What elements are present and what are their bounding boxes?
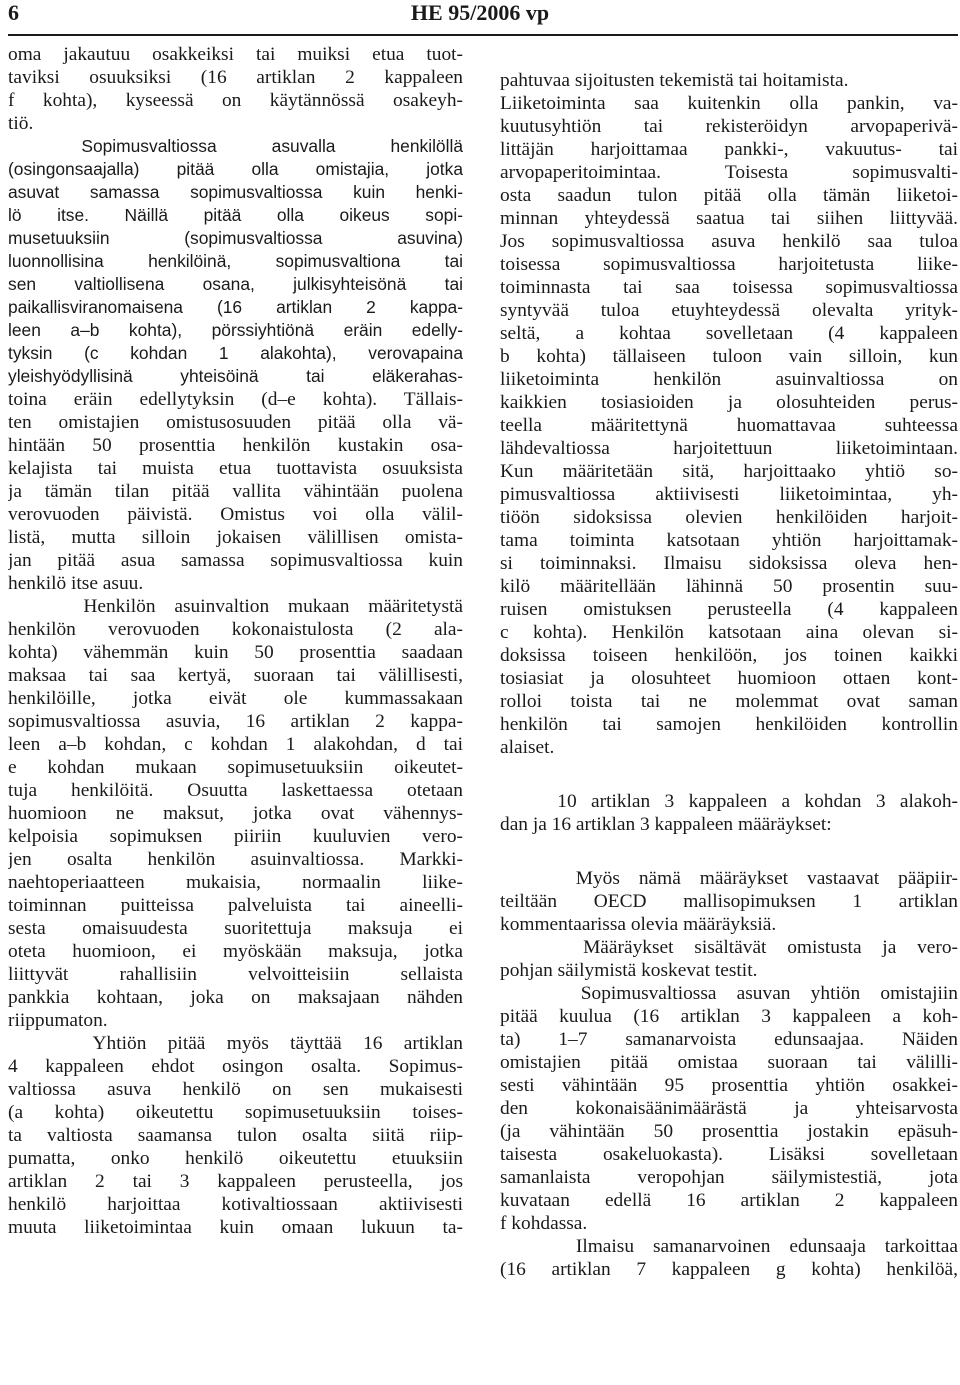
text-line: minnan yhteydessä saatua tai siihen liittyvää. [500, 207, 958, 229]
text-line: sesta omaisuudesta suoritettuja maksuja ei [8, 917, 463, 939]
text-line: ta) 1–7 samanarvoista edunsaajaa. Näiden [500, 1028, 958, 1050]
text-line: f kohdassa. [500, 1212, 588, 1234]
text-line: artiklan 2 tai 3 kappaleen perusteella, jos [8, 1170, 463, 1192]
text-line: maksaa tai saa kertyä, suoraan tai välillisesti, [8, 664, 463, 686]
text-line: arvopaperitoimintaa. Toisesta sopimusvalti- [500, 161, 958, 183]
text-line: liiketoiminta henkilön asuinvaltiossa on [500, 368, 958, 390]
text-line: Yhtiön pitää myös täyttää 16 artiklan [8, 1032, 463, 1054]
text-line: tiöön sidoksissa olevien henkilöiden harjoit- [500, 506, 958, 528]
text-line: c kohta). Henkilön katsotaan aina olevan si- [500, 621, 958, 643]
text-line: osta saadun tulon pitää olla tämän liiketoi- [500, 184, 958, 206]
text-line: 4 kappaleen ehdot osingon osalta. Sopimus- [8, 1055, 463, 1077]
text-line: Sopimusvaltiossa asuvan yhtiön omistajiin [500, 982, 958, 1004]
text-line: jan pitää asua samassa sopimusvaltiossa kuin [8, 549, 463, 571]
text-line: tyksin (c kohdan 1 alakohta), verovapaina [8, 342, 463, 363]
text-line: pahtuvaa sijoitusten tekemistä tai hoitamista. [500, 69, 849, 91]
text-line: Määräykset sisältävät omistusta ja vero- [500, 936, 958, 958]
text-line: yleishyödyllisinä yhteisöinä tai eläkerahas- [8, 365, 463, 386]
text-line: kelpoisia sopimuksen piiriin kuuluvien vero- [8, 825, 463, 847]
text-line: alaiset. [500, 736, 555, 758]
text-line: teella määritettynä huomattavaa suhteessa [500, 414, 958, 436]
text-line: (a kohta) oikeutettu sopimusetuuksiin toises- [8, 1101, 463, 1123]
text-line: riippumaton. [8, 1009, 108, 1031]
text-line: dan ja 16 artiklan 3 kappaleen määräykset: [500, 813, 832, 835]
text-line: huomioon ne maksut, jotka ovat vähennys- [8, 802, 463, 824]
text-line: si toiminnaksi. Ilmaisu sidoksissa oleva hen- [500, 552, 958, 574]
text-line: pitää kuulua (16 artiklan 3 kappaleen a koh- [500, 1005, 958, 1027]
text-line: pohjan säilymistä koskevat testit. [500, 959, 758, 981]
text-line: littäjän harjoittamaa pankki-, vakuutus- tai [500, 138, 958, 160]
text-line: paikallisviranomaisena (16 artiklan 2 kappa- [8, 296, 463, 317]
text-line: kuutusyhtiön tai rekisteröidyn arvopaperivä- [500, 115, 958, 137]
text-line: naehtoperiaatteen mukaisia, normaalin liike- [8, 871, 463, 893]
text-line: Myös nämä määräykset vastaavat pääpiir- [500, 867, 958, 889]
text-line: valtiossa asuva henkilö on sen mukaisesti [8, 1078, 463, 1100]
text-line: toiminnan puitteissa palveluista tai aineelli- [8, 894, 463, 916]
text-line: (ja vähintään 50 prosenttia jostakin epäsuh- [500, 1120, 958, 1142]
text-line: leen a–b kohdan, c kohdan 1 alakohdan, d tai [8, 733, 463, 755]
text-line: tiö. [8, 112, 34, 134]
text-line: ta valtiosta saamansa tulon osalta siitä riip- [8, 1124, 463, 1146]
text-line: musetuuksiin (sopimusvaltiossa asuvina) [8, 227, 463, 248]
text-line: Henkilön asuinvaltion mukaan määritetystä [8, 595, 463, 617]
text-line: teiltään OECD mallisopimuksen 1 artiklan [500, 890, 958, 912]
text-line: ruisen omistuksen perusteella (4 kappaleen [500, 598, 958, 620]
text-line: kommentaarissa olevia määräyksiä. [500, 913, 777, 935]
text-line: muuta liiketoimintaa kuin omaan lukuun ta- [8, 1216, 463, 1238]
text-line: rolloi toista tai ne molemmat ovat saman [500, 690, 958, 712]
text-line: henkilö harjoittaa kotivaltiossaan aktiivisesti [8, 1193, 463, 1215]
text-line: tama toiminta katsotaan yhtiön harjoittamak- [500, 529, 958, 551]
text-line: Sopimusvaltiossa asuvalla henkilöllä [8, 135, 463, 156]
text-line: Kun määritetään sitä, harjoittaako yhtiö so- [500, 460, 958, 482]
text-line: toina eräin edellytyksin (d–e kohta). Tällais- [8, 388, 463, 410]
text-line: syntyvää tuloa etuyhteydessä olevalta yrityk- [500, 299, 958, 321]
text-line: verovuoden päivistä. Omistus voi olla välil- [8, 503, 463, 525]
text-line: taisesta osakeluokasta). Lisäksi sovelletaan [500, 1143, 958, 1165]
text-line: liittyvät rahallisiin velvoitteisiin sellaista [8, 963, 463, 985]
document-id: HE 95/2006 vp [410, 0, 550, 25]
text-line: (osingonsaajalla) pitää olla omistajia, jotka [8, 158, 463, 179]
text-line: 10 artiklan 3 kappaleen a kohdan 3 alakoh- [500, 790, 958, 812]
text-line: pankkia kohtaan, joka on maksajaan nähden [8, 986, 463, 1008]
text-line: ten omistajien omistusosuuden pitää olla vä- [8, 411, 463, 433]
text-line: toisessa sopimusvaltiossa harjoitetusta liike- [500, 253, 958, 275]
text-line: oteta huomioon, ei myöskään maksuja, jotka [8, 940, 463, 962]
text-line: kohta) vähemmän kuin 50 prosenttia saadaan [8, 641, 463, 663]
text-line: toiminnasta tai saa toisessa sopimusvaltiossa [500, 276, 958, 298]
text-line: kaikkien tosiasioiden ja olosuhteiden perus- [500, 391, 958, 413]
text-line: samanlaista veropohjan säilymistestiä, jota [500, 1166, 958, 1188]
text-line: hintään 50 prosenttia henkilön kustakin osa- [8, 434, 463, 456]
text-line: b kohta) tällaiseen tuloon vain silloin, kun [500, 345, 958, 367]
text-line: kuvataan edellä 16 artiklan 2 kappaleen [500, 1189, 958, 1211]
text-line: henkilöille, jotka eivät ole kummassakaan [8, 687, 463, 709]
text-line: asuvat samassa sopimusvaltiossa kuin henki- [8, 181, 463, 202]
text-line: luonnollisina henkilöinä, sopimusvaltiona tai [8, 250, 463, 271]
text-line: tosiasiat ja olosuhteet huomioon ottaen kont- [500, 667, 958, 689]
text-line: sopimusvaltiossa asuvia, 16 artiklan 2 kappa- [8, 710, 463, 732]
text-line: (16 artiklan 7 kappaleen g kohta) henkilöä, [500, 1258, 958, 1280]
text-line: henkilön verovuoden kokonaistulosta (2 ala- [8, 618, 463, 640]
text-line: lö itse. Näillä pitää olla oikeus sopi- [8, 204, 463, 225]
text-line: f kohta), kyseessä on käytännössä osakeyh- [8, 89, 463, 111]
text-line: pumatta, onko henkilö oikeutettu etuuksiin [8, 1147, 463, 1169]
text-line: doksissa toiseen henkilöön, jos toinen kaikki [500, 644, 958, 666]
text-line: kilö määritellään lähinnä 50 prosentin suu- [500, 575, 958, 597]
text-line: sesti vähintään 95 prosenttia yhtiön osakkei- [500, 1074, 958, 1096]
text-line: den kokonaisäänimäärästä ja yhteisarvosta [500, 1097, 958, 1119]
text-line: taviksi osuuksiksi (16 artiklan 2 kappaleen [8, 66, 463, 88]
text-line: Liiketoiminta saa kuitenkin olla pankin, va- [500, 92, 958, 114]
text-line: e kohdan mukaan sopimusetuuksiin oikeutet- [8, 756, 463, 778]
text-line: henkilö itse asuu. [8, 572, 144, 594]
text-line: listä, mutta silloin jokaisen välillisen omista- [8, 526, 463, 548]
text-line: oma jakautuu osakkeiksi tai muiksi etua tuot- [8, 43, 463, 65]
text-line: leen a–b kohta), pörssiyhtiönä eräin edelly- [8, 319, 463, 340]
text-line: pimusvaltiossa aktiivisesti liiketoimintaa, yh- [500, 483, 958, 505]
text-line: jen osalta henkilön asuinvaltiossa. Markki- [8, 848, 463, 870]
text-line: omistajien pitää omistaa suoraan tai välilli- [500, 1051, 958, 1073]
text-line: tuja henkilöitä. Osuutta laskettaessa otetaan [8, 779, 463, 801]
page-number: 6 [8, 0, 19, 25]
text-line: henkilön tai samojen henkilöiden kontrollin [500, 713, 958, 735]
text-line: Jos sopimusvaltiossa asuva henkilö saa tuloa [500, 230, 958, 252]
text-line: seltä, a kohtaa sovelletaan (4 kappaleen [500, 322, 958, 344]
text-line: Ilmaisu samanarvoinen edunsaaja tarkoittaa [500, 1235, 958, 1257]
text-line: sen valtiollisena osana, julkisyhteisönä tai [8, 273, 463, 294]
text-line: lähdevaltiossa harjoitettuun liiketoimintaan. [500, 437, 958, 459]
text-line: kelajista tai muista etua tuottavista osuuksista [8, 457, 463, 479]
text-line: ja tämän tilan pitää vallita vähintään puolena [8, 480, 463, 502]
